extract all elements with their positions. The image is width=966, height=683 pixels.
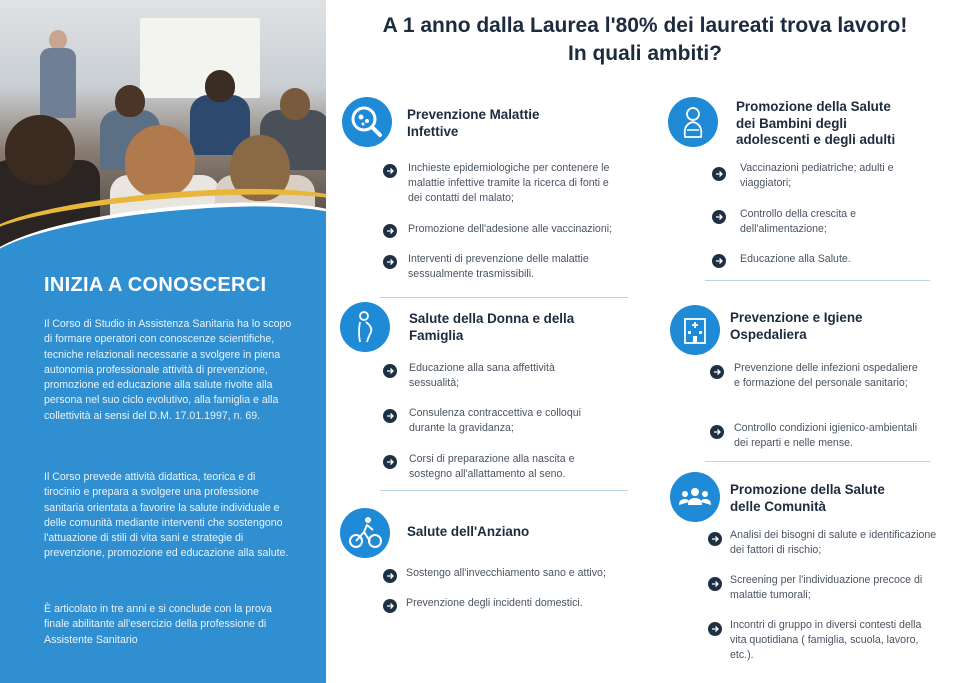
arrow-right-icon — [383, 599, 397, 613]
page-title-line-2: In quali ambiti? — [567, 42, 722, 65]
list-item: Controllo della crescita e dell'alimentazione; — [740, 208, 856, 235]
intro-paragraph-2: Il Corso prevede attività didattica, teorica e di tirocinio e prepara a svolgere una professione sanitaria orientata a favorire la salute individuale e delle comunità mediante interventi che sostengono l'attuazione di stili di vita sani e strategie di prevenzione, promozione ed educazione alla salute. — [44, 471, 289, 560]
section-title-bambini: Promozione della Salute dei Bambini degli adolescenti e degli adulti — [736, 99, 896, 147]
arrow-right-icon — [708, 577, 722, 591]
arrow-right-icon — [383, 409, 397, 423]
list-item: Vaccinazioni pediatriche; adulti e viaggiatori; — [740, 162, 894, 189]
hospital-icon — [670, 305, 720, 355]
audience-head — [280, 88, 310, 120]
projection-screen — [140, 18, 260, 98]
list-item: Screening per l'individuazione precoce di malattie tumorali; — [730, 574, 923, 601]
list-item: Corsi di preparazione alla nascita e sostegno all'allattamento al seno. — [409, 453, 575, 480]
page-title-line-1: A 1 anno dalla Laurea l'80% dei laureati trova lavoro! — [382, 14, 908, 37]
section-title-igiene: Prevenzione e Igiene Ospedaliera — [730, 310, 863, 342]
section-divider — [705, 461, 930, 462]
audience-head — [115, 85, 145, 117]
arrow-right-icon — [710, 365, 724, 379]
arrow-right-icon — [712, 167, 726, 181]
classroom-photo — [0, 0, 326, 250]
audience-head — [5, 115, 75, 185]
section-title-comunita: Promozione della Salute delle Comunità — [730, 482, 885, 514]
list-item: Analisi dei bisogni di salute e identificazione dei fattori di rischio; — [730, 529, 937, 556]
audience-head — [125, 125, 195, 197]
intro-paragraph-3: È articolato in tre anni e si conclude con la prova finale abilitante all'esercizio della professione di Assistente Sanitario — [44, 603, 272, 646]
bacteria-magnifier-icon — [342, 97, 392, 147]
arrow-right-icon — [383, 224, 397, 238]
baby-icon — [668, 97, 718, 147]
section-title-donna: Salute della Donna e della Famiglia — [409, 311, 575, 343]
arrow-right-icon — [383, 164, 397, 178]
pregnant-woman-icon — [340, 302, 390, 352]
arrow-right-icon — [383, 455, 397, 469]
arrow-right-icon — [383, 569, 397, 583]
list-item: Prevenzione degli incidenti domestici. — [406, 597, 583, 609]
list-item: Educazione alla Salute. — [740, 253, 851, 265]
section-divider — [380, 490, 628, 491]
list-item: Prevenzione delle infezioni ospedaliere e formazione del personale sanitario; — [734, 362, 918, 389]
section-title-anziano: Salute dell'Anziano — [407, 524, 530, 539]
arrow-right-icon — [712, 254, 726, 268]
list-item: Incontri di gruppo in diversi contesti della vita quotidiana ( famiglia, scuola, lavoro, etc.). — [730, 619, 922, 661]
page-title — [340, 12, 950, 68]
intro-paragraph-1: Il Corso di Studio in Assistenza Sanitaria ha lo scopo di formare operatori con conoscenze scientifiche, tecniche relazionali necessarie a svolgere in piena autonomia professionale attività di prevenzione, promozione ed educazione alla salute rivolte alla persona nel suo ciclo evolutivo, alla famiglia e alla collettività ai sensi del D.M. 17.01.1997, n. 69. — [44, 318, 292, 422]
list-item: Interventi di prevenzione delle malattie sessualmente trasmissibili. — [408, 253, 589, 280]
arrow-right-icon — [708, 532, 722, 546]
list-item: Controllo condizioni igienico-ambientali dei reparti e nelle mense. — [734, 422, 918, 449]
list-item: Educazione alla sana affettività sessualità; — [409, 362, 555, 389]
group-icon — [670, 472, 720, 522]
intro-panel — [0, 0, 326, 683]
arrow-right-icon — [383, 255, 397, 269]
cyclist-icon — [340, 508, 390, 558]
list-item: Consulenza contraccettiva e colloqui durante la gravidanza; — [409, 407, 581, 434]
arrow-right-icon — [710, 425, 724, 439]
arrow-right-icon — [712, 210, 726, 224]
intro-heading: INIZIA A CONOSCERCI — [44, 274, 267, 296]
section-divider — [705, 280, 930, 281]
section-title-malattie: Prevenzione Malattie Infettive — [407, 107, 540, 139]
arrow-right-icon — [383, 364, 397, 378]
list-item: Inchieste epidemiologiche per contenere le malattie infettive tramite la ricerca di fonti e dei contatti del malato; — [408, 162, 610, 204]
section-divider — [380, 297, 628, 298]
arrow-right-icon — [708, 622, 722, 636]
audience-head — [205, 70, 235, 102]
list-item: Promozione dell'adesione alle vaccinazioni; — [408, 223, 613, 235]
list-item: Sostengo all'invecchiamento sano e attivo; — [406, 567, 606, 579]
